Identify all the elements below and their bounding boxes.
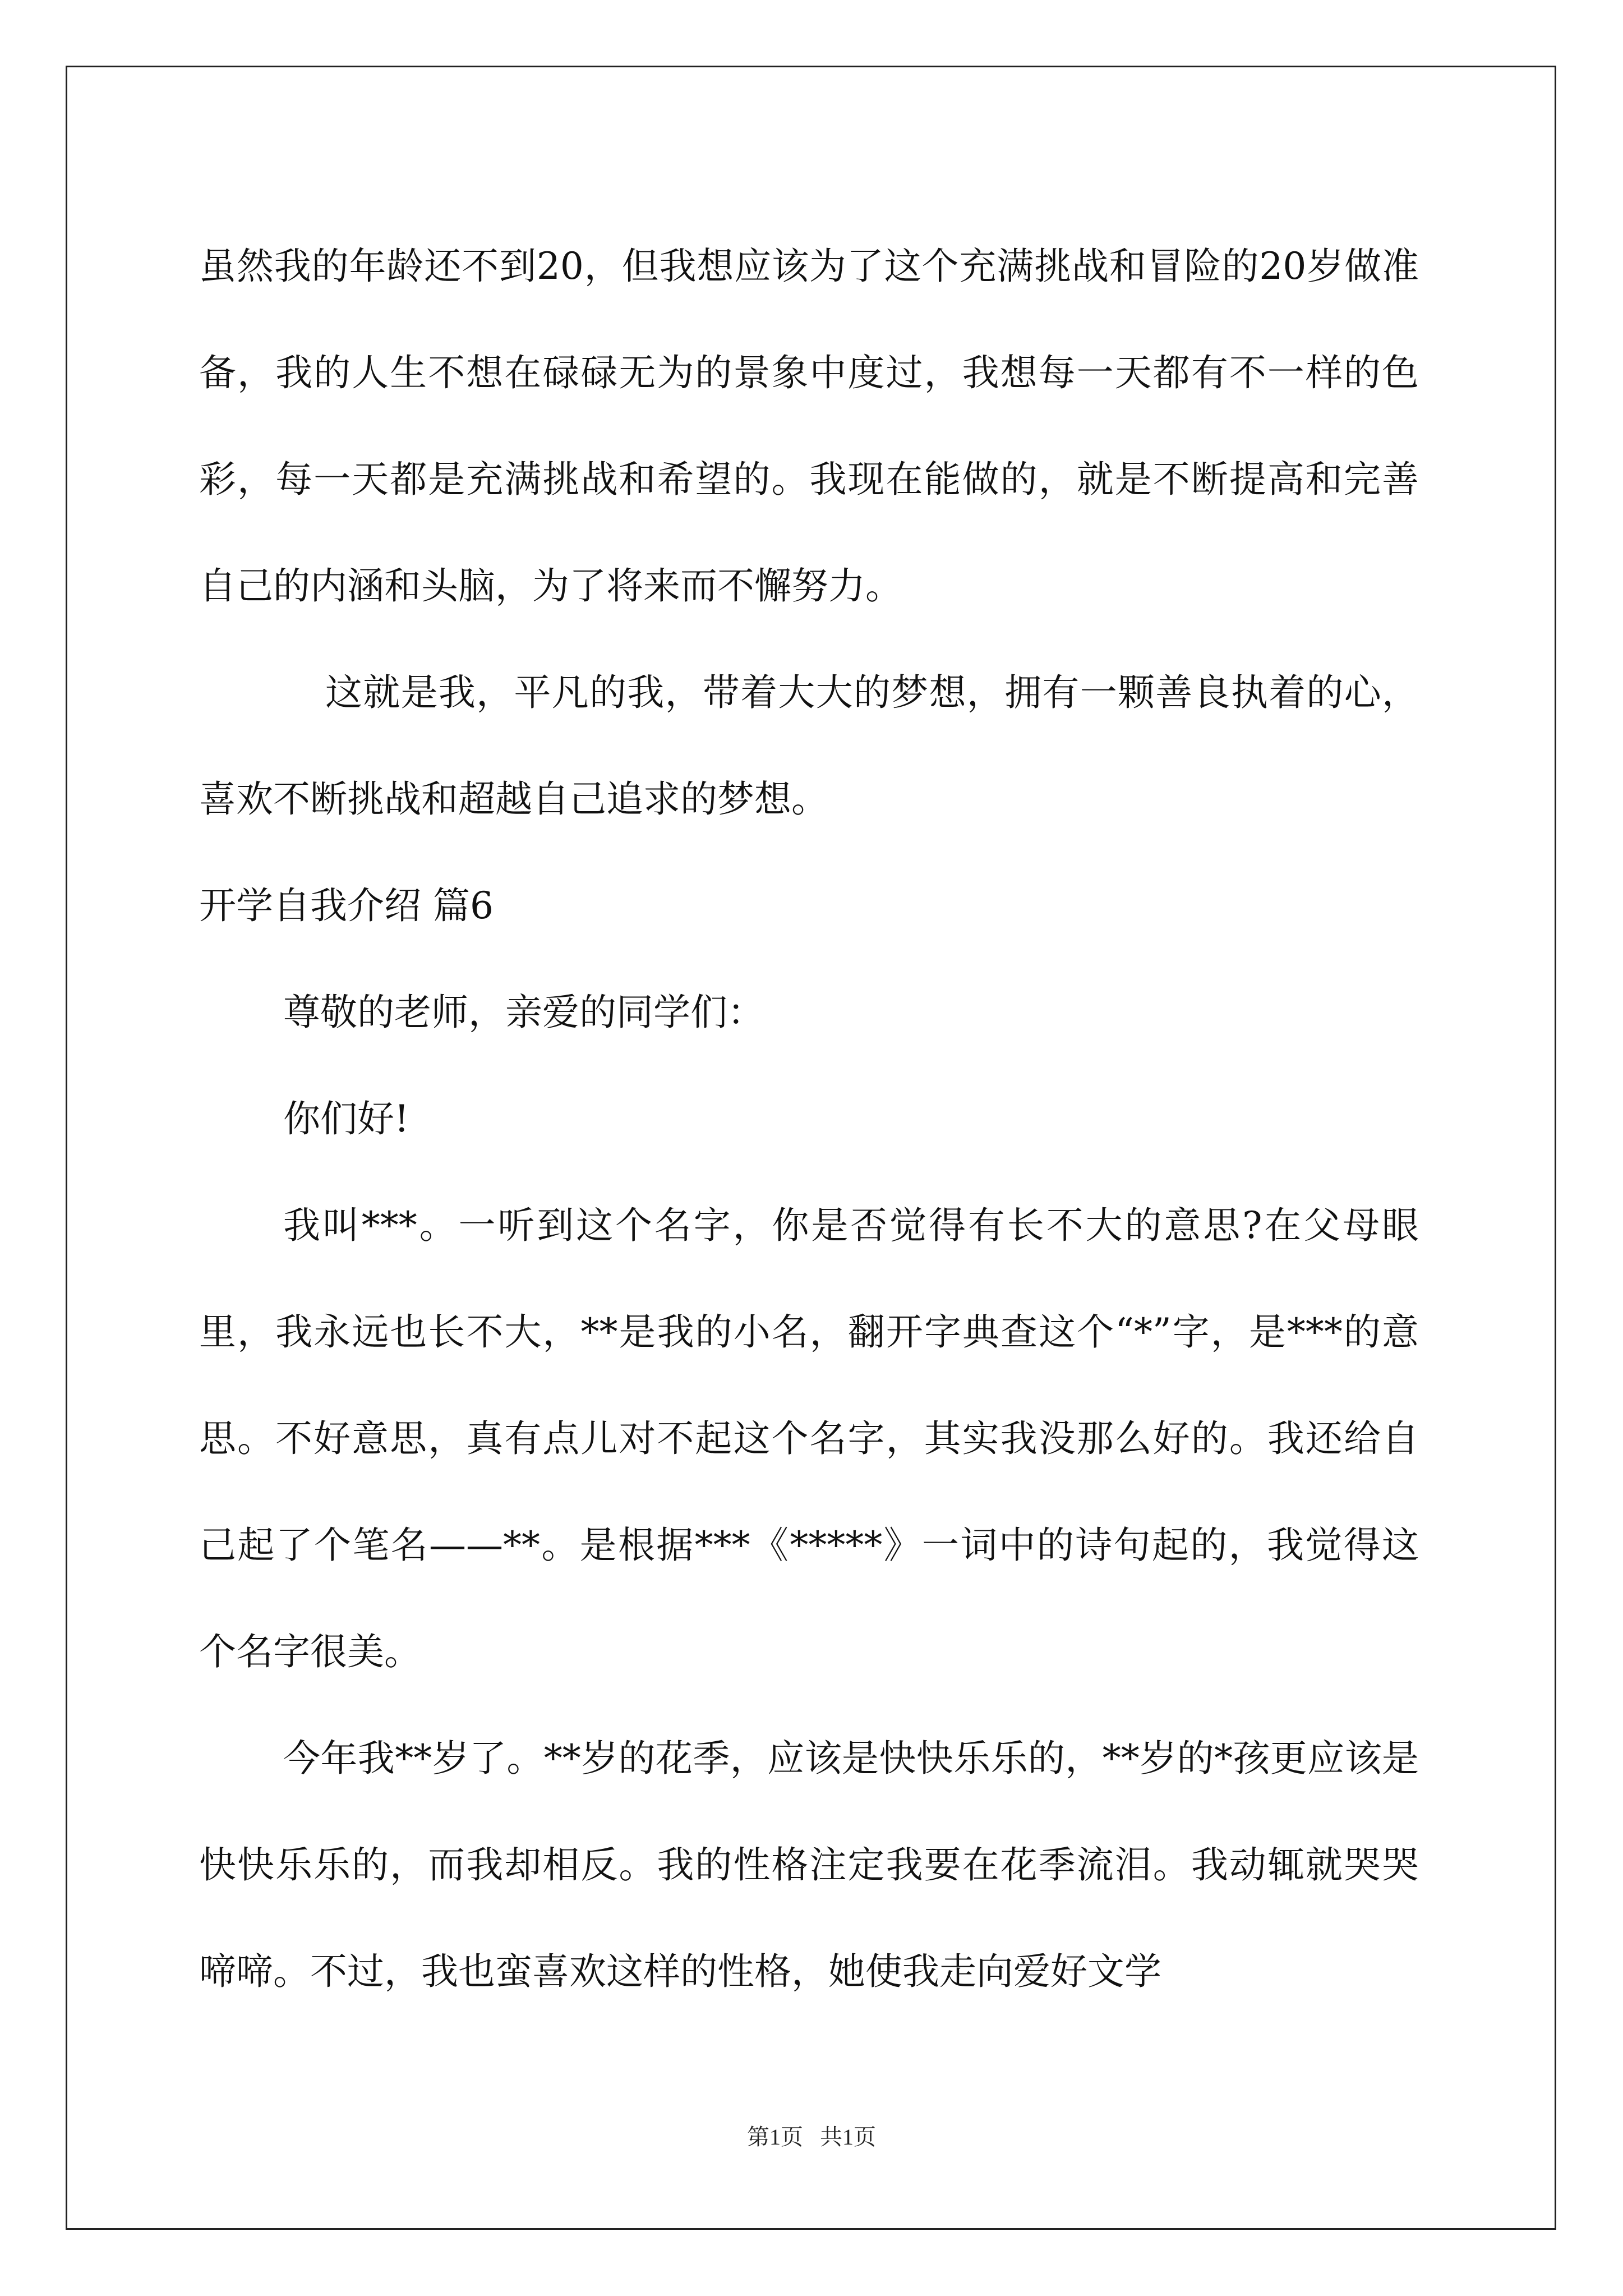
- paragraph-name: 我叫***。一听到这个名字，你是否觉得有长不大的意思?在父母眼里，我永远也长不大，**是我的小名，翻开字典查这个“*”字，是***的意思。不好意思，真有点儿对不起这个名字，其实我没那么好的。我还给自己起了个笔名——**。是根据***《*****》一词中的诗句起的，我觉得这个名字很美。: [199, 1204, 1419, 1673]
- greeting: 你们好!: [283, 1097, 409, 1140]
- page-number: 第1页: [747, 2124, 803, 2150]
- page-total: 共1页: [820, 2124, 876, 2150]
- salutation: 尊敬的老师，亲爱的同学们：: [283, 991, 764, 1034]
- page-footer: [0, 2120, 1623, 2154]
- document-body: [199, 213, 1419, 2025]
- paragraph-2: 这就是我，平凡的我，带着大大的梦想，拥有一颗善良执着的心，喜欢不断挑战和超越自己追求的梦想。: [199, 671, 1419, 821]
- footer-spacer: [803, 2124, 820, 2150]
- paragraph-1: 虽然我的年龄还不到20，但我想应该为了这个充满挑战和冒险的20岁做准备，我的人生不想在碌碌无为的景象中度过，我想每一天都有不一样的色彩，每一天都是充满挑战和希望的。我现在能做的，就是不断提高和完善自己的内涵和头脑，为了将来而不懈努力。: [199, 245, 1419, 608]
- paragraph-age: 今年我**岁了。**岁的花季，应该是快快乐乐的，**岁的*孩更应该是快快乐乐的，而我却相反。我的性格注定我要在花季流泪。我动辄就哭哭啼啼。不过，我也蛮喜欢这样的性格，她使我走向爱好文学: [199, 1737, 1419, 1993]
- section-heading: 开学自我介绍 篇6: [199, 884, 494, 927]
